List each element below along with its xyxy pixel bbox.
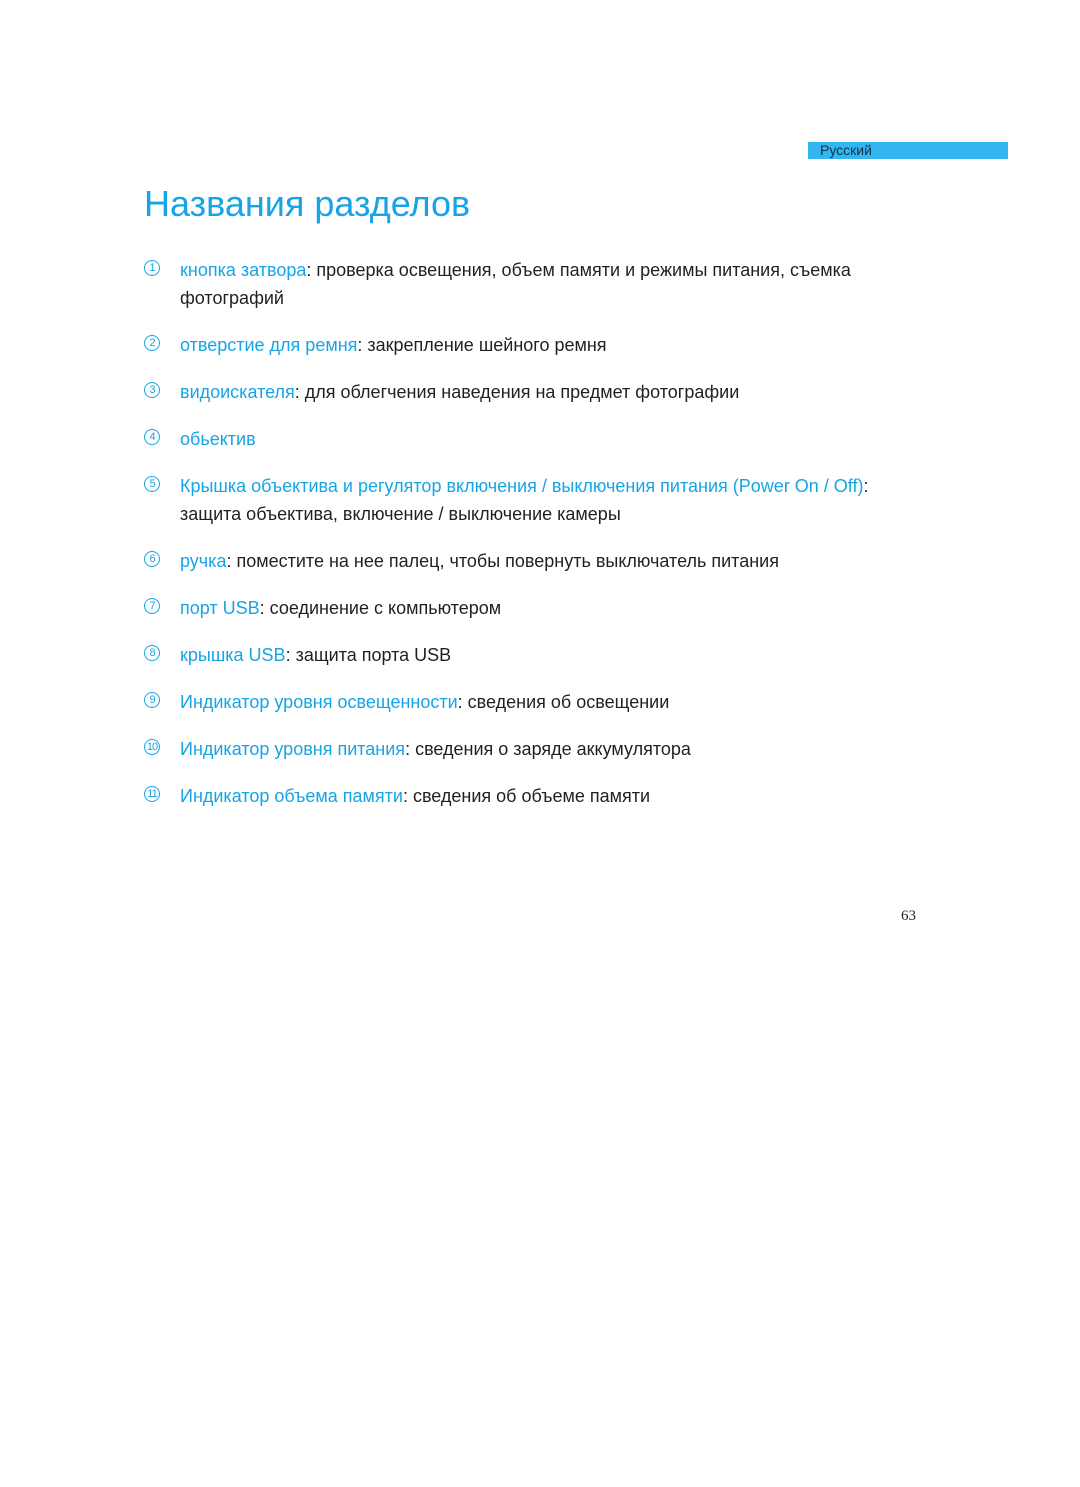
list-item (144, 735, 924, 763)
item-term: ручка (180, 551, 227, 571)
list-item (144, 688, 924, 716)
item-number: 6 (144, 551, 160, 567)
item-description: : проверка освещения, объем памяти и режимы питания, съемка фотографий (180, 260, 851, 308)
item-term: Крышка объектива и регулятор включения / выключения питания (Power On / Off) (180, 476, 864, 496)
item-term: Индикатор объема памяти (180, 786, 403, 806)
item-number: 9 (144, 692, 160, 708)
item-description: : соединение с компьютером (259, 598, 502, 618)
item-number: 3 (144, 382, 160, 398)
list-item (144, 256, 924, 312)
list-item (144, 782, 924, 810)
list-item (144, 425, 924, 453)
item-number: 10 (144, 739, 160, 755)
list-item (144, 547, 924, 575)
item-description: : защита объектива, включение / выключение камеры (180, 476, 869, 524)
item-number: 7 (144, 598, 160, 614)
list-item (144, 472, 924, 528)
item-term: Индикатор уровня питания (180, 739, 406, 759)
item-term: кнопка затвора (180, 260, 307, 280)
list-item (144, 378, 924, 406)
item-term: Индикатор уровня освещенности (180, 692, 458, 712)
item-number: 1 (144, 260, 160, 276)
parts-list (144, 256, 924, 829)
item-number: 11 (144, 786, 160, 802)
page-title: Названия разделов (144, 183, 471, 224)
item-term: отверстие для ремня (180, 335, 358, 355)
item-number: 8 (144, 645, 160, 661)
item-description: : сведения об объеме памяти (402, 786, 651, 806)
item-term: обьектив (180, 429, 256, 449)
item-description: : защита порта USB (285, 645, 452, 665)
language-tab: Русский (808, 142, 1008, 159)
item-term: видоискателя (180, 382, 295, 402)
item-description: : сведения о заряде аккумулятора (405, 739, 691, 759)
list-item (144, 594, 924, 622)
item-term: порт USB (180, 598, 260, 618)
list-item (144, 331, 924, 359)
item-description: : закрепление шейного ремня (357, 335, 607, 355)
item-description: : для облегчения наведения на предмет фотографии (294, 382, 740, 402)
list-item (144, 641, 924, 669)
item-description: : поместите на нее палец, чтобы повернуть выключатель питания (226, 551, 779, 571)
item-number: 2 (144, 335, 160, 351)
page-number: 63 (901, 908, 916, 924)
item-description: : сведения об освещении (457, 692, 670, 712)
item-number: 5 (144, 476, 160, 492)
item-term: крышка USB (180, 645, 286, 665)
item-number: 4 (144, 429, 160, 445)
